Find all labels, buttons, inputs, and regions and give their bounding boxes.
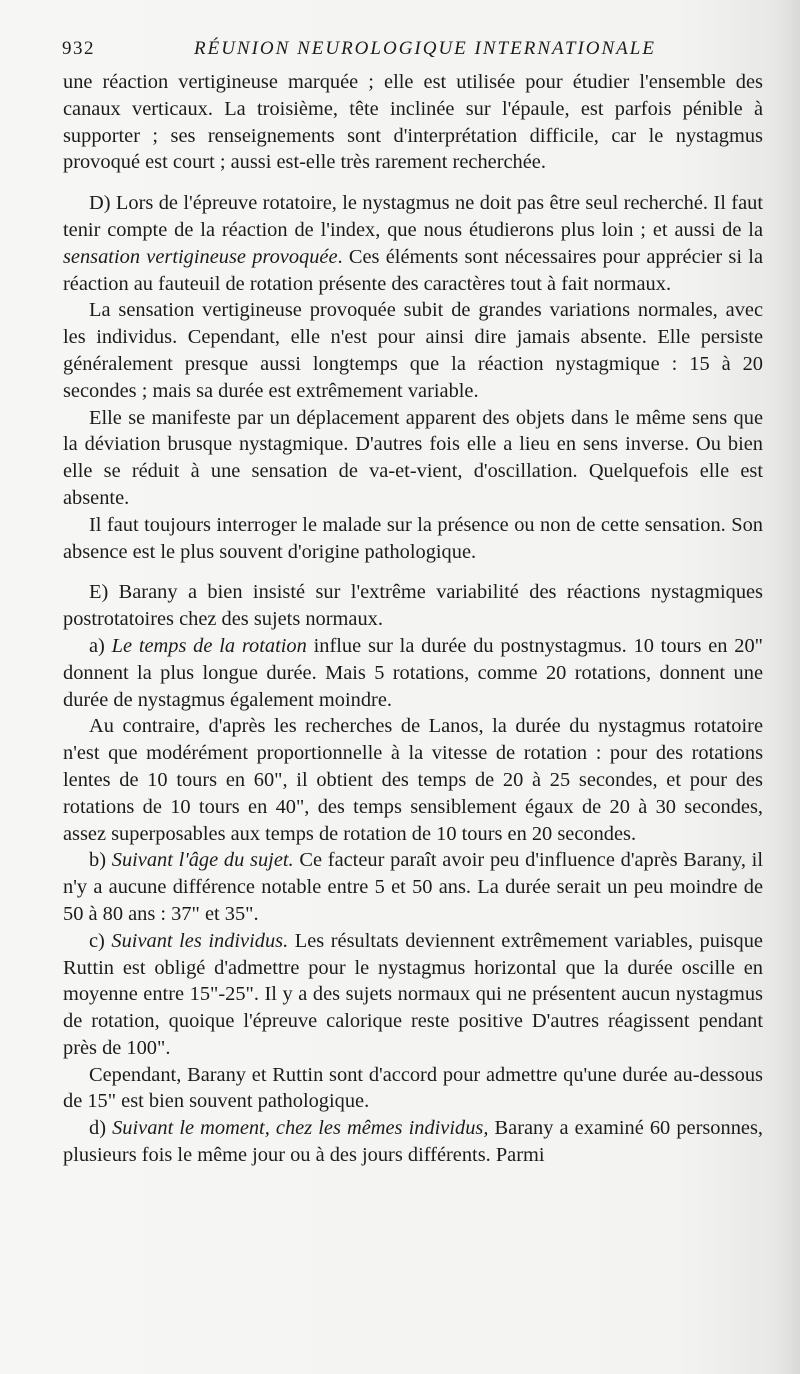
emphasis: Le temps de la rotation xyxy=(111,634,307,657)
page-number: 932 xyxy=(62,38,95,59)
paragraph: Cependant, Barany et Ruttin sont d'accord pour admettre qu'une durée au-dessous de 15" est bien souvent pathologique. xyxy=(63,1063,763,1113)
paragraph: a) Le temps de la rotation influe sur la durée du postnystagmus. 10 tours en 20" donnent la plus longue durée. Mais 5 rotations, comme 20 rotations, donnent une durée de nystagmus également moindre. xyxy=(63,634,763,711)
page-header xyxy=(62,38,760,66)
body-text xyxy=(63,69,763,1169)
running-title: RÉUNION NEUROLOGIQUE INTERNATIONALE xyxy=(194,38,656,59)
emphasis: Suivant l'âge du sujet. xyxy=(111,849,294,872)
paragraph: Il faut toujours interroger le malade sur la présence ou non de cette sensation. Son absence est le plus souvent d'origine pathologique. xyxy=(63,513,763,563)
emphasis: Suivant les individus. xyxy=(111,929,289,952)
paragraph: D) Lors de l'épreuve rotatoire, le nystagmus ne doit pas être seul recherché. Il faut tenir compte de la réaction de l'index, que nous étudierons plus loin ; et aussi de la sensation vertigineuse provoquée. Ces éléments sont nécessaires pour apprécier si la réaction au fauteuil de rotation présente des caractères tout à fait normaux. xyxy=(63,192,763,295)
paragraph: Au contraire, d'après les recherches de Lanos, la durée du nystagmus rotatoire n'est que modérément proportionnelle à la vitesse de rotation : pour des rotations lentes de 10 tours en 60", il obtient des temps de 20 à 25 secondes, et pour des rotations de 10 tours en 40", des temps sensiblement égaux de 20 à 30 secondes, assez superposables aux temps de rotation de 10 tours en 20 secondes. xyxy=(63,715,763,845)
paragraph: c) Suivant les individus. Les résultats deviennent extrêmement variables, puisque Ruttin est obligé d'admettre pour le nystagmus horizontal que la durée oscille en moyenne entre 15"-25". Il y a des sujets normaux qui ne présentent aucun nystagmus de rotation, quoique l'épreuve calorique reste positive D'autres réagissent pendant près de 100". xyxy=(63,929,763,1059)
paragraph: b) Suivant l'âge du sujet. Ce facteur paraît avoir peu d'influence d'après Barany, il n'y a aucune différence notable entre 5 et 50 ans. La durée serait un peu moindre de 50 à 80 ans : 37" et 35". xyxy=(63,849,764,925)
paragraph: une réaction vertigineuse marquée ; elle est utilisée pour étudier l'ensemble des canaux verticaux. La troisième, tête inclinée sur l'épaule, est parfois pénible à supporter ; ses renseignements sont d'interprétation difficile, car le nystagmus provoqué est court ; aussi est-elle très rarement recherchée. xyxy=(63,71,763,174)
paragraph: La sensation vertigineuse provoquée subit de grandes variations normales, avec les individus. Cependant, elle n'est pour ainsi dire jamais absente. Elle persiste généralement presque aussi longtemps que la réaction nystagmique : 15 à 20 secondes ; mais sa durée est extrêmement variable. xyxy=(63,299,763,402)
paragraph: E) Barany a bien insisté sur l'extrême variabilité des réactions nystagmiques postrotatoires chez des sujets normaux. xyxy=(63,581,763,631)
paragraph: d) Suivant le moment, chez les mêmes individus, Barany a examiné 60 personnes, plusieurs fois le même jour ou à des jours différents. Parmi xyxy=(63,1117,763,1167)
emphasis: sensation vertigineuse provoquée xyxy=(63,245,338,268)
emphasis: Suivant le moment, chez les mêmes individus, xyxy=(112,1117,489,1140)
paragraph: Elle se manifeste par un déplacement apparent des objets dans le même sens que la déviation brusque nystagmique. D'autres fois elle a lieu en sens inverse. Ou bien elle se réduit à une sensation de va-et-vient, d'oscillation. Quelquefois elle est absente. xyxy=(63,406,763,509)
